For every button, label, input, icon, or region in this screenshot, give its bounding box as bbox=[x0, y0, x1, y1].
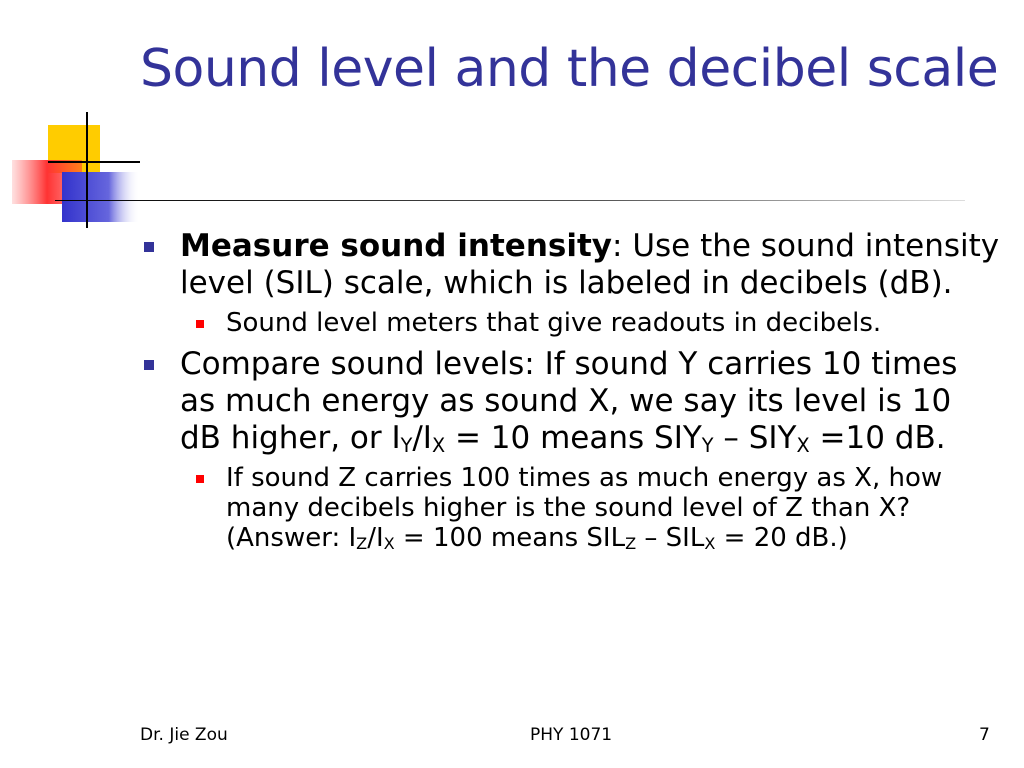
sub-bullet-square-icon bbox=[196, 320, 204, 328]
bullet-text: Compare sound levels: If sound Y carries 10 times as much energy as sound X, we say its level is 10 dB higher, or I bbox=[180, 346, 958, 456]
bullet-compare-levels bbox=[140, 346, 1000, 457]
title-divider bbox=[55, 200, 965, 201]
subscript: Z bbox=[356, 534, 368, 554]
bullet-text: = 10 means SIY bbox=[445, 420, 702, 456]
footer-course: PHY 1071 bbox=[530, 725, 613, 745]
sub-bullet-text: Sound level meters that give readouts in decibels. bbox=[226, 308, 882, 338]
bullet-text: =10 dB. bbox=[809, 420, 946, 456]
corner-decoration-graphic bbox=[0, 0, 140, 240]
subscript: X bbox=[796, 433, 810, 457]
deco-blue-bar bbox=[62, 172, 140, 222]
bullet-bold-heading: Measure sound intensity bbox=[180, 228, 613, 264]
sub-bullet-question bbox=[140, 463, 1000, 553]
subscript: X bbox=[383, 534, 395, 554]
footer-page-number: 7 bbox=[979, 725, 990, 745]
sub-bullet-text: – SIL bbox=[636, 523, 705, 553]
sub-bullet-text: /I bbox=[367, 523, 384, 553]
slide-title: Sound level and the decibel scale bbox=[140, 39, 999, 99]
sub-bullet-meters bbox=[140, 308, 1000, 338]
subscript: Y bbox=[400, 433, 413, 457]
subscript: X bbox=[431, 433, 446, 457]
bullet-text: – SIY bbox=[713, 420, 797, 456]
sub-bullet-text: = 100 means SIL bbox=[394, 523, 626, 553]
subscript: X bbox=[704, 534, 716, 554]
bullet-square-icon bbox=[144, 360, 154, 370]
slide-body bbox=[140, 228, 1000, 561]
sub-bullet-square-icon bbox=[196, 475, 204, 483]
subscript: Z bbox=[625, 534, 637, 554]
bullet-square-icon bbox=[144, 242, 154, 252]
bullet-text: : Use the sound intensity level (SIL) scale, which is labeled in decibels (dB). bbox=[180, 228, 1000, 301]
subscript: Y bbox=[701, 433, 714, 457]
bullet-text: /I bbox=[412, 420, 432, 456]
footer-author: Dr. Jie Zou bbox=[140, 725, 228, 745]
bullet-measure-intensity bbox=[140, 228, 1000, 302]
sub-bullet-text: = 20 dB.) bbox=[715, 523, 848, 553]
sub-bullet-text: If sound Z carries 100 times as much energy as X, how many decibels higher is the sound level of Z than X? (Answer: I bbox=[226, 463, 943, 553]
